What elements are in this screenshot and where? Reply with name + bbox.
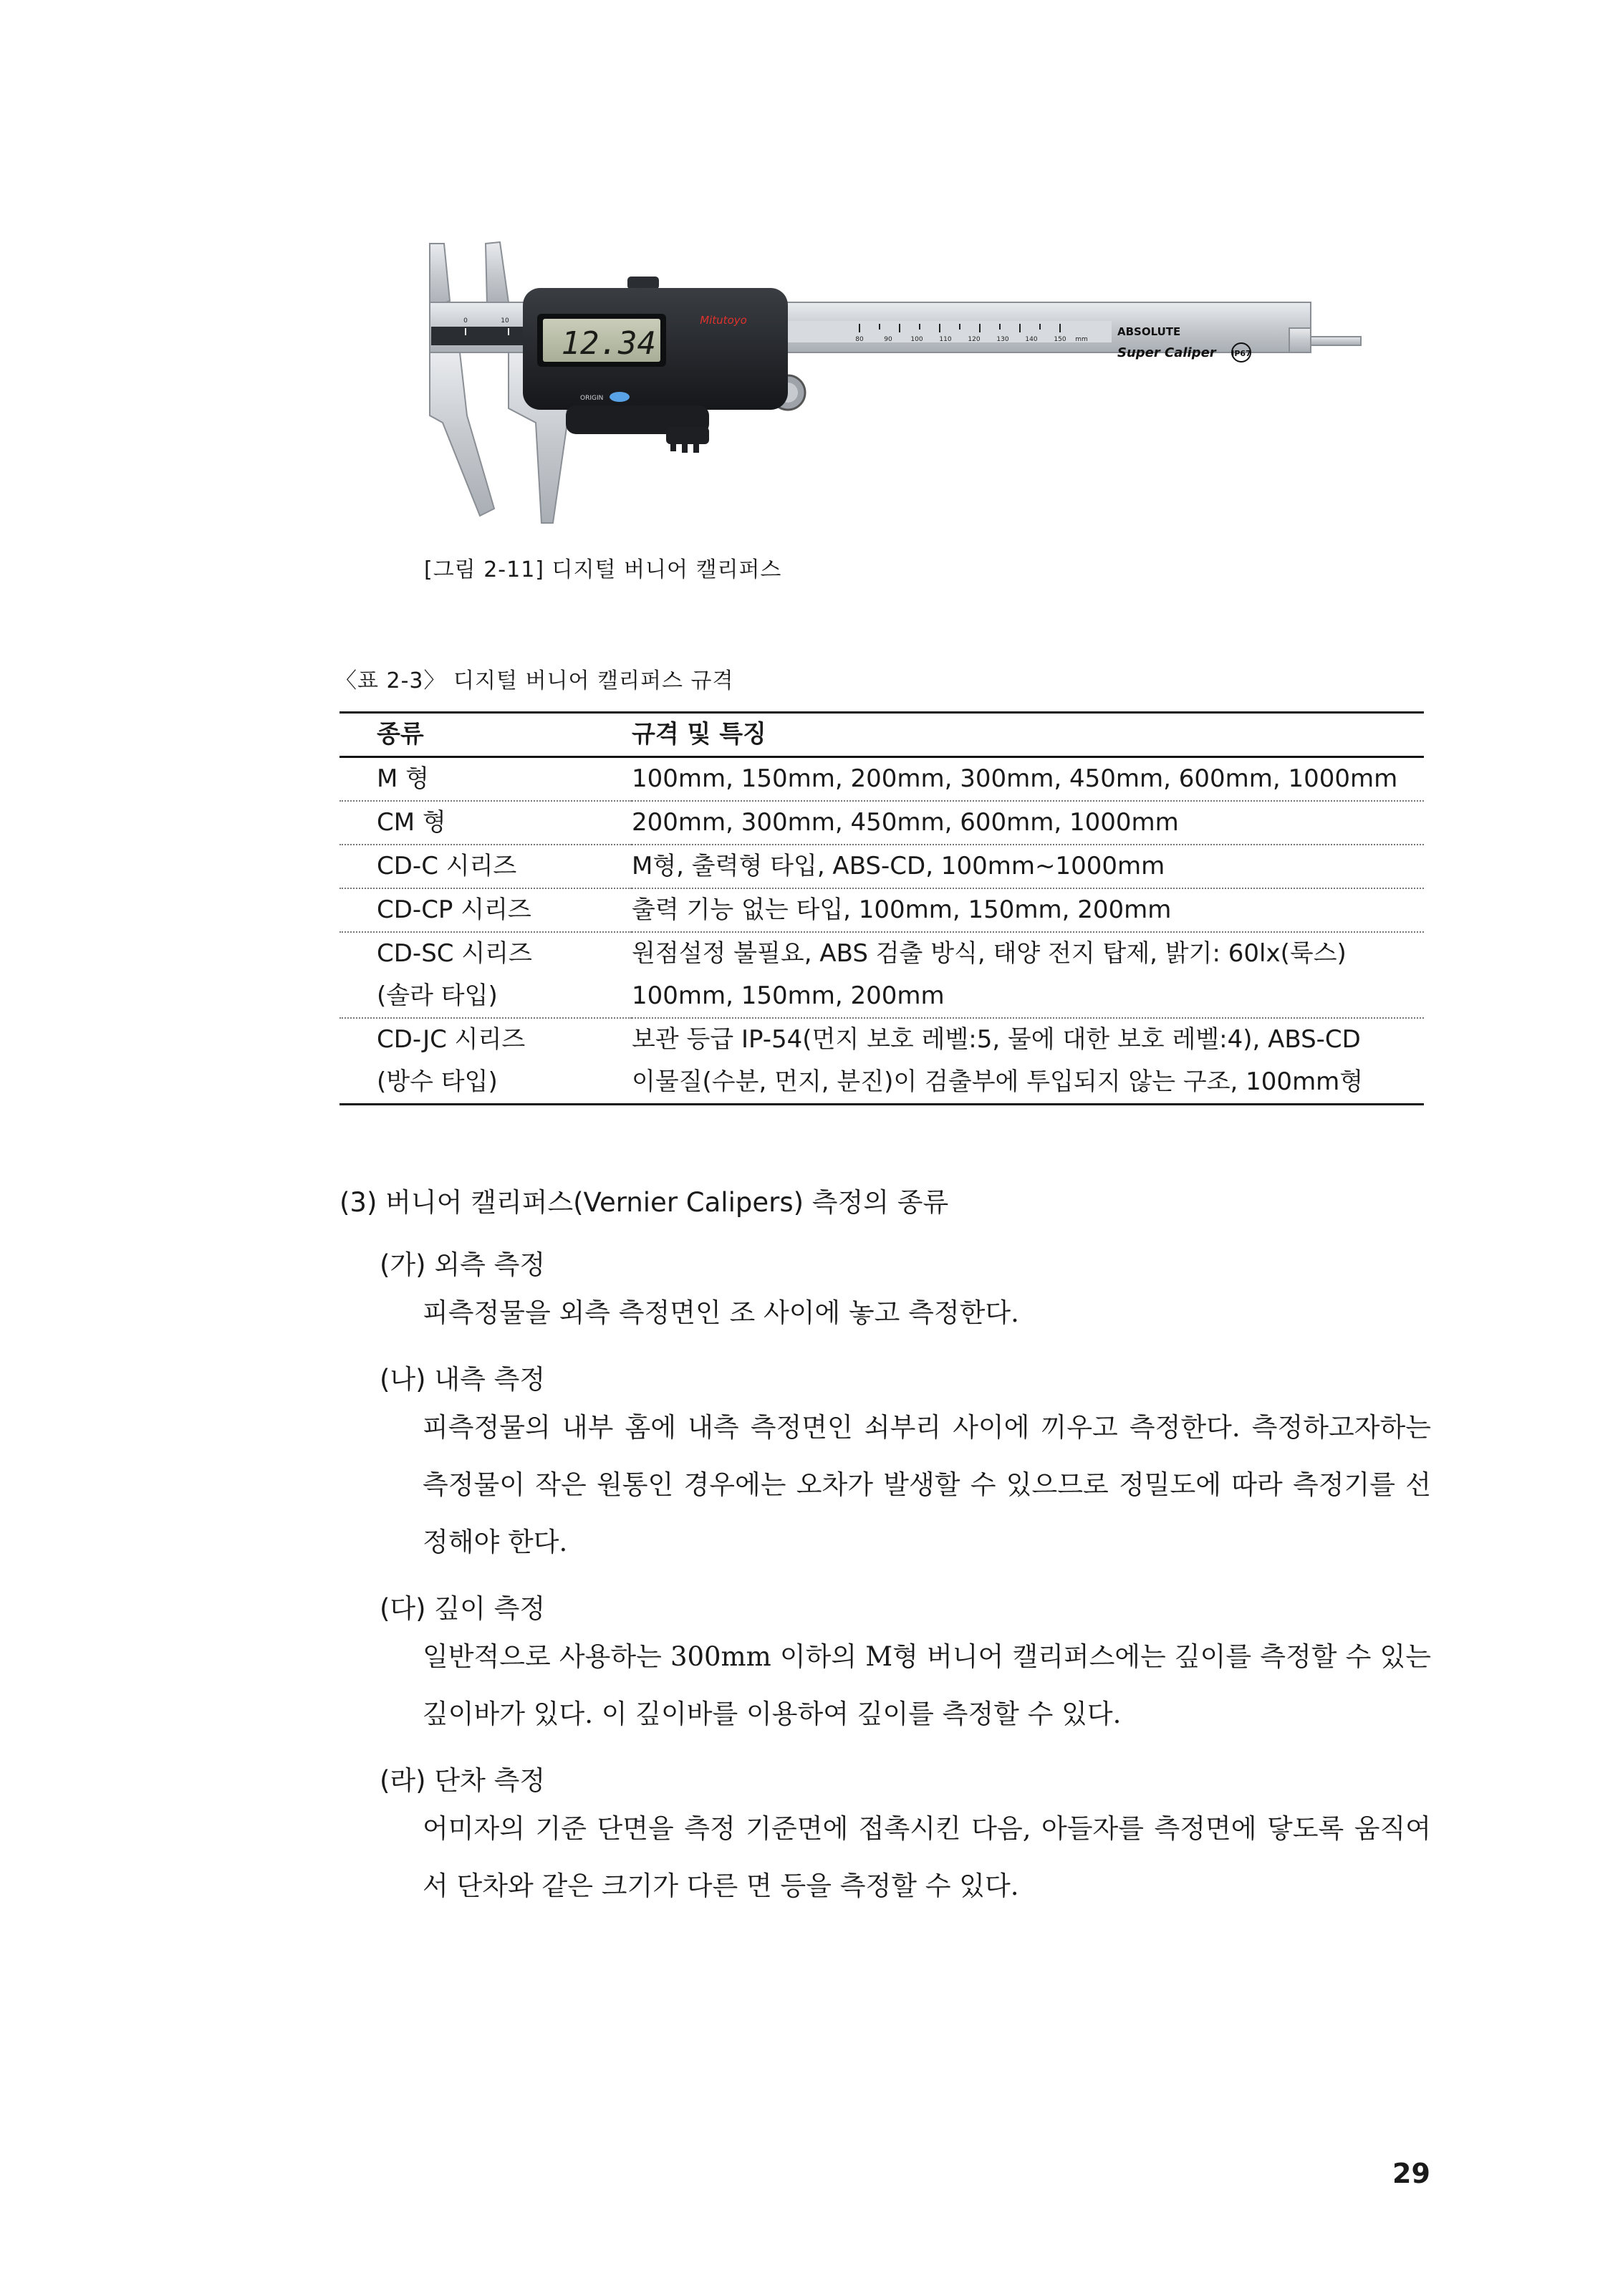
section-title: (3) 버니어 캘리퍼스(Vernier Calipers) 측정의 종류 [339,1187,949,1218]
spec-cell [632,1018,1424,1105]
table-row [339,1018,1424,1105]
cell-line: (솔라 타입) [377,981,498,1010]
table-row [339,801,1424,845]
subsection-heading-inside: (나) 내측 측정 [380,1364,546,1395]
top-button [627,277,659,289]
scale-label: 120 [968,336,981,343]
table-row [339,932,1424,1018]
ip-rating-label: IP67 [1231,349,1251,358]
scale-label: 80 [855,336,864,343]
cell-line: CD-JC 시리즈 [377,1025,526,1054]
spec-cell [632,845,1424,888]
scale-label: 110 [939,336,952,343]
cell-line: 100mm, 150mm, 200mm, 300mm, 450mm, 600mm, 1000mm [632,764,1398,793]
cell-line: 200mm, 300mm, 450mm, 600mm, 1000mm [632,808,1179,837]
scale-label: 0 [463,317,468,325]
cell-line: CD-SC 시리즈 [377,939,532,968]
spec-cell [632,757,1424,802]
type-cell [339,888,632,932]
cell-line: M 형 [377,764,429,793]
display-reading: 12.34 [561,325,656,362]
subsection-heading-depth: (다) 깊이 측정 [380,1593,546,1624]
scale-label: 150 [1054,336,1066,343]
subsection-text-depth: 일반적으로 사용하는 300mm 이하의 M형 버니어 캘리퍼스에는 깊이를 측정할 수 있는 깊이바가 있다. 이 깊이바를 이용하여 깊이를 측정할 수 있다. [423,1641,1431,1729]
cell-line: 원점설정 불필요, ABS 검출 방식, 태양 전지 탑제, 밝기: 60lx(룩스) [632,939,1347,968]
subsection-text-outside: 피측정물을 외측 측정면인 조 사이에 놓고 측정한다. [423,1297,1019,1328]
subsection-text-step: 어미자의 기준 단면을 측정 기준면에 접촉시킨 다음, 아들자를 측정면에 닿도록 움직여서 단차와 같은 크기가 다른 면 등을 측정할 수 있다. [423,1813,1431,1901]
scale-label: 140 [1025,336,1038,343]
cell-line: 보관 등급 IP-54(먼지 보호 레벨:5, 물에 대한 보호 레벨:4), ABS-CD [632,1025,1361,1054]
cell-line: M형, 출력형 타입, ABS-CD, 100mm~1000mm [632,852,1165,880]
cell-line: CM 형 [377,808,446,837]
subsection-heading-outside: (가) 외측 측정 [380,1249,546,1280]
origin-label: ORIGIN [580,395,604,402]
spec-cell [632,932,1424,1018]
digital-caliper-figure [401,236,1375,537]
cell-line: 이물질(수분, 먼지, 분진)이 검출부에 투입되지 않는 구조, 100mm형 [632,1067,1364,1096]
scale-label: 90 [884,336,892,343]
column-header-spec: 규격 및 특징 [632,713,1424,757]
cell-line: CD-C 시리즈 [377,852,517,880]
scale-label: mm [1075,336,1088,343]
table-row [339,845,1424,888]
cell-line: (방수 타입) [377,1067,498,1096]
cell-line: 출력 기능 없는 타입, 100mm, 150mm, 200mm [632,895,1172,924]
page-number: 29 [1392,2158,1430,2189]
absolute-label: ABSOLUTE [1117,325,1181,338]
table-row [339,757,1424,802]
table-row [339,888,1424,932]
type-cell [339,845,632,888]
subsection-heading-step: (라) 단차 측정 [380,1765,546,1796]
spec-cell [632,888,1424,932]
type-cell [339,801,632,845]
subsection-text-inside: 피측정물의 내부 홈에 내측 측정면인 쇠부리 사이에 끼우고 측정한다. 측정하고자하는 측정물이 작은 원통인 경우에는 오차가 발생할 수 있으므로 정밀도에 따라 측정기를 선정해야 한다. [423,1412,1431,1557]
brand-logo: Mitutoyo [700,314,747,327]
scale-label: 130 [996,336,1009,343]
spec-cell [632,801,1424,845]
product-label: Super Caliper [1117,345,1216,360]
fine-adjust-wheel [666,427,709,453]
figure-caption: [그림 2-11] 디지털 버니어 캘리퍼스 [424,557,782,582]
type-cell [339,757,632,802]
origin-button [610,392,630,402]
scale-label: 100 [910,336,923,343]
spec-table [339,711,1424,1105]
type-cell [339,1018,632,1105]
scale-label: 10 [501,317,509,325]
fixed-jaw [430,352,494,516]
cell-line: 100mm, 150mm, 200mm [632,981,945,1010]
table-header-row [339,713,1424,757]
cell-line: CD-CP 시리즈 [377,895,531,924]
type-cell [339,932,632,1018]
column-header-type: 종류 [339,713,632,757]
table-caption: 〈표 2-3〉 디지털 버니어 캘리퍼스 규격 [335,668,734,693]
